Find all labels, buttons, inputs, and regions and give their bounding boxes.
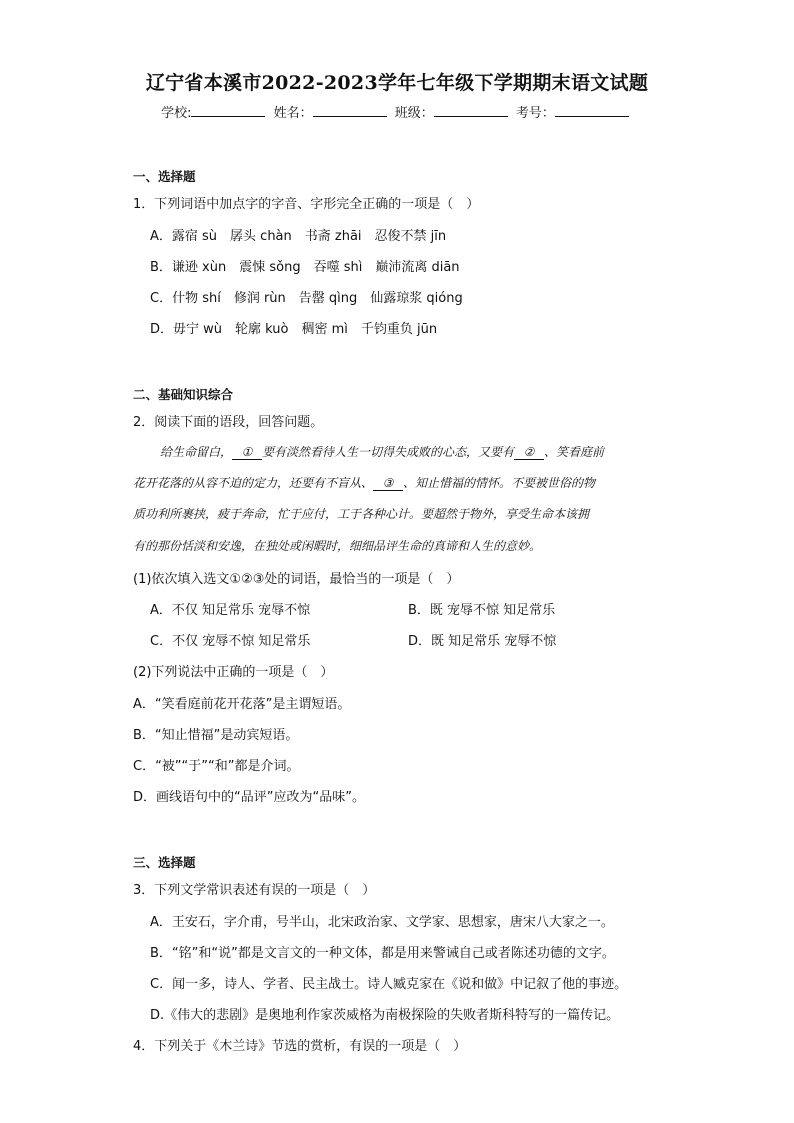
exam-no-blank[interactable] bbox=[555, 104, 629, 117]
name-blank[interactable] bbox=[313, 104, 387, 117]
passage-text: 花开花落的从容不迫的定力，还要有不盲从、 bbox=[133, 476, 374, 490]
name-label: 姓名： bbox=[273, 106, 313, 121]
question-2-2-option-c[interactable]: C．“被”“于”“和”都是介词。 bbox=[133, 759, 300, 774]
passage-blank-2: ② bbox=[514, 445, 544, 460]
question-2-1-option-b[interactable]: B．既 宠辱不惊 知足常乐 bbox=[408, 603, 556, 618]
exam-title: 辽宁省本溪市2022-2023学年七年级下学期期末语文试题 bbox=[145, 72, 649, 94]
exam-no-label: 考号： bbox=[515, 106, 555, 121]
question-2-2-option-d[interactable]: D．画线语句中的“品评”应改为“品味”。 bbox=[133, 790, 365, 805]
section-heading-3: 三、选择题 bbox=[133, 855, 196, 870]
section-heading-1: 一、选择题 bbox=[133, 169, 196, 184]
passage-blank-1: ① bbox=[232, 445, 262, 460]
question-2-2-stem: (2)下列说法中正确的一项是（ ） bbox=[133, 665, 334, 680]
passage-text: 、知止惜福的情怀。不要被世俗的物 bbox=[403, 476, 596, 490]
passage-line-4: 有的那份恬淡和安逸，在独处或闲暇时，细细品评生命的真谛和人生的意妙。 bbox=[133, 539, 542, 553]
question-4-stem: 4．下列关于《木兰诗》节选的赏析，有误的一项是（ ） bbox=[133, 1039, 467, 1054]
question-2-1-option-c[interactable]: C．不仅 宠辱不惊 知足常乐 bbox=[150, 634, 311, 649]
passage-line-3: 质功利所裹挟，疲于奔命，忙于应付，工于各种心计。要超然于物外，享受生命本该拥 bbox=[133, 507, 590, 521]
question-3-option-b[interactable]: B．“铭”和“说”都是文言文的一种文体，都是用来警诫自己或者陈述功德的文字。 bbox=[150, 946, 615, 961]
passage-line-1 bbox=[160, 443, 688, 460]
school-label: 学校: bbox=[161, 106, 192, 121]
question-2-stem: 2．阅读下面的语段，回答问题。 bbox=[133, 415, 324, 430]
passage-text: 、笑看庭前 bbox=[544, 445, 605, 459]
question-2-1-stem: (1)依次填入选文①②③处的词语，最恰当的一项是（ ） bbox=[133, 572, 460, 587]
class-blank[interactable] bbox=[434, 104, 508, 117]
section-heading-2: 二、基础知识综合 bbox=[133, 387, 234, 402]
student-info-row bbox=[0, 102, 794, 121]
question-3-stem: 3．下列文学常识表述有误的一项是（ ） bbox=[133, 883, 376, 898]
passage-text: 要有淡然看待人生一切得失成败的心态，又要有 bbox=[262, 445, 515, 459]
passage-line-2 bbox=[133, 474, 661, 491]
school-blank[interactable] bbox=[191, 104, 265, 117]
question-1-option-b[interactable]: B．谦逊 xùn 震悚 sǒng 吞噬 shì 巅沛流离 diān bbox=[150, 260, 460, 275]
passage-text: 给生命留白， bbox=[160, 445, 233, 459]
question-2-1-option-a[interactable]: A．不仅 知足常乐 宠辱不惊 bbox=[150, 603, 311, 618]
question-2-1-option-d[interactable]: D．既 知足常乐 宠辱不惊 bbox=[408, 634, 557, 649]
passage-blank-3: ③ bbox=[373, 476, 403, 491]
question-1-option-d[interactable]: D．毋宁 wù 轮廓 kuò 稠密 mì 千钧重负 jūn bbox=[150, 322, 438, 337]
question-2-2-option-b[interactable]: B．“知止惜福”是动宾短语。 bbox=[133, 728, 299, 743]
question-1-option-a[interactable]: A．露宿 sù 孱头 chàn 书斋 zhāi 忍俊不禁 jīn bbox=[150, 229, 447, 244]
question-1-stem: 1．下列词语中加点字的字音、字形完全正确的一项是（ ） bbox=[133, 197, 480, 212]
question-2-2-option-a[interactable]: A．“笑看庭前花开花落”是主谓短语。 bbox=[133, 697, 351, 712]
question-3-option-a[interactable]: A．王安石，字介甫，号半山，北宋政治家、文学家、思想家，唐宋八大家之一。 bbox=[150, 915, 614, 930]
question-1-option-c[interactable]: C．什物 shí 修润 rùn 告罄 qìng 仙露琼浆 qióng bbox=[150, 291, 463, 306]
question-3-option-d[interactable]: D.《伟大的悲剧》是奥地利作家茨威格为南极探险的失败者斯科特写的一篇传记。 bbox=[150, 1008, 620, 1023]
question-3-option-c[interactable]: C．闻一多，诗人、学者、民主战士。诗人臧克家在《说和做》中记叙了他的事迹。 bbox=[150, 977, 628, 992]
class-label: 班级： bbox=[394, 106, 434, 121]
